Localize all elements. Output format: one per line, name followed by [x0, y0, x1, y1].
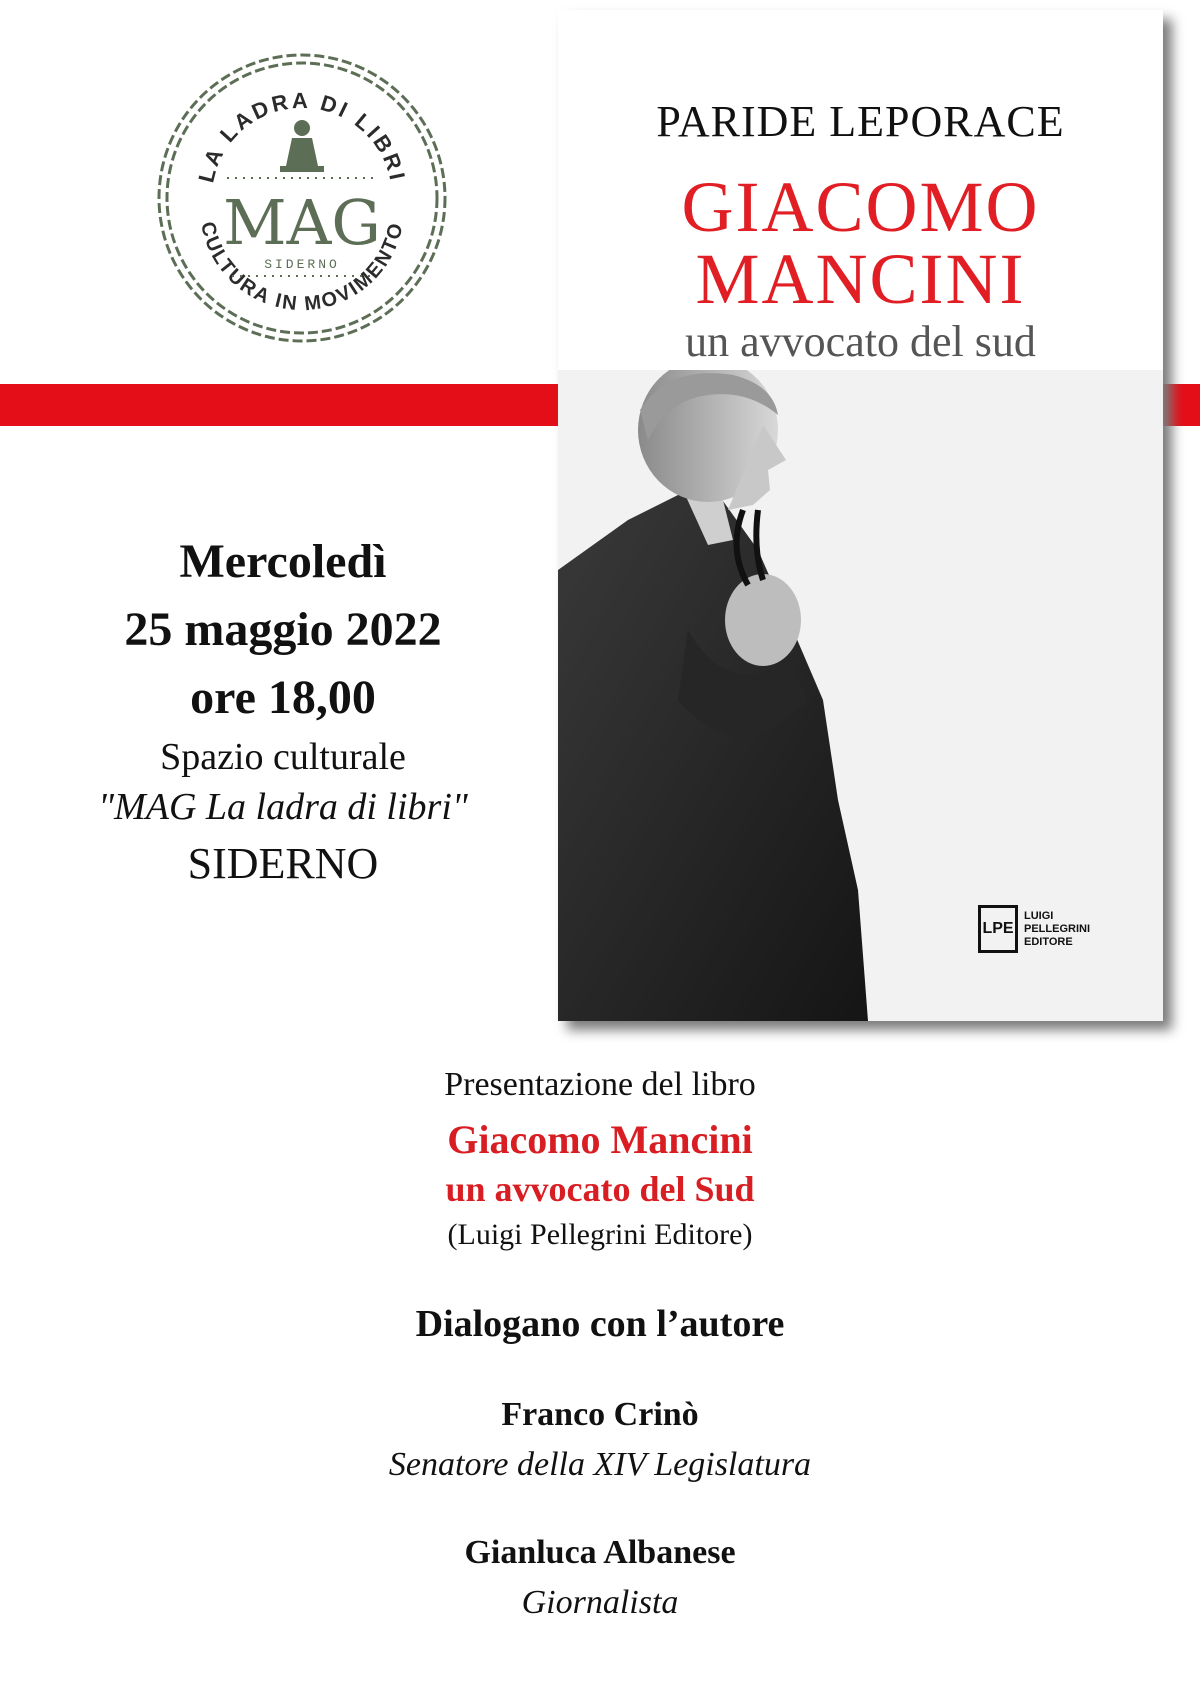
speaker-role: Senatore della XIV Legislatura	[388, 1446, 812, 1483]
book-cover	[558, 10, 1163, 1021]
event-day: Mercoledì	[179, 535, 387, 588]
speaker-role: Giornalista	[521, 1584, 679, 1621]
mag-logo-seal	[152, 48, 452, 348]
logo-name: MAG	[223, 186, 381, 259]
event-info	[0, 528, 566, 896]
publisher-logo	[978, 905, 1094, 953]
logo-town: SIDERNO	[264, 257, 340, 272]
cover-subtitle: un avvocato del sud	[685, 317, 1036, 366]
publisher-name: LUIGI PELLEGRINI EDITORE	[1024, 909, 1091, 948]
reading-figure-icon	[280, 120, 324, 172]
logo-bottom-arc: CULTURA IN MOVIMENTO	[195, 219, 409, 316]
logo-top-arc: LA LADRA DI LIBRI	[193, 87, 411, 185]
speaker-name: Gianluca Albanese	[464, 1534, 736, 1571]
cover-title-line2: MANCINI	[695, 239, 1026, 319]
book-publisher: (Luigi Pellegrini Editore)	[447, 1218, 753, 1251]
cover-author: PARIDE LEPORACE	[656, 97, 1065, 146]
presentation-intro: Presentazione del libro	[444, 1066, 756, 1103]
venue-name: "MAG La ladra di libri"	[98, 786, 468, 828]
event-date: 25 maggio 2022	[124, 603, 442, 656]
book-title: Giacomo Mancini	[447, 1117, 753, 1162]
book-subtitle: un avvocato del Sud	[445, 1169, 755, 1209]
event-city: SIDERNO	[187, 839, 379, 888]
cover-title-line1: GIACOMO	[681, 167, 1040, 247]
venue-label: Spazio culturale	[160, 736, 406, 778]
speaker-name: Franco Crinò	[501, 1396, 699, 1433]
dialog-heading: Dialogano con l’autore	[415, 1303, 785, 1345]
event-time: ore 18,00	[190, 671, 376, 724]
publisher-mark: LPE	[978, 905, 1018, 953]
